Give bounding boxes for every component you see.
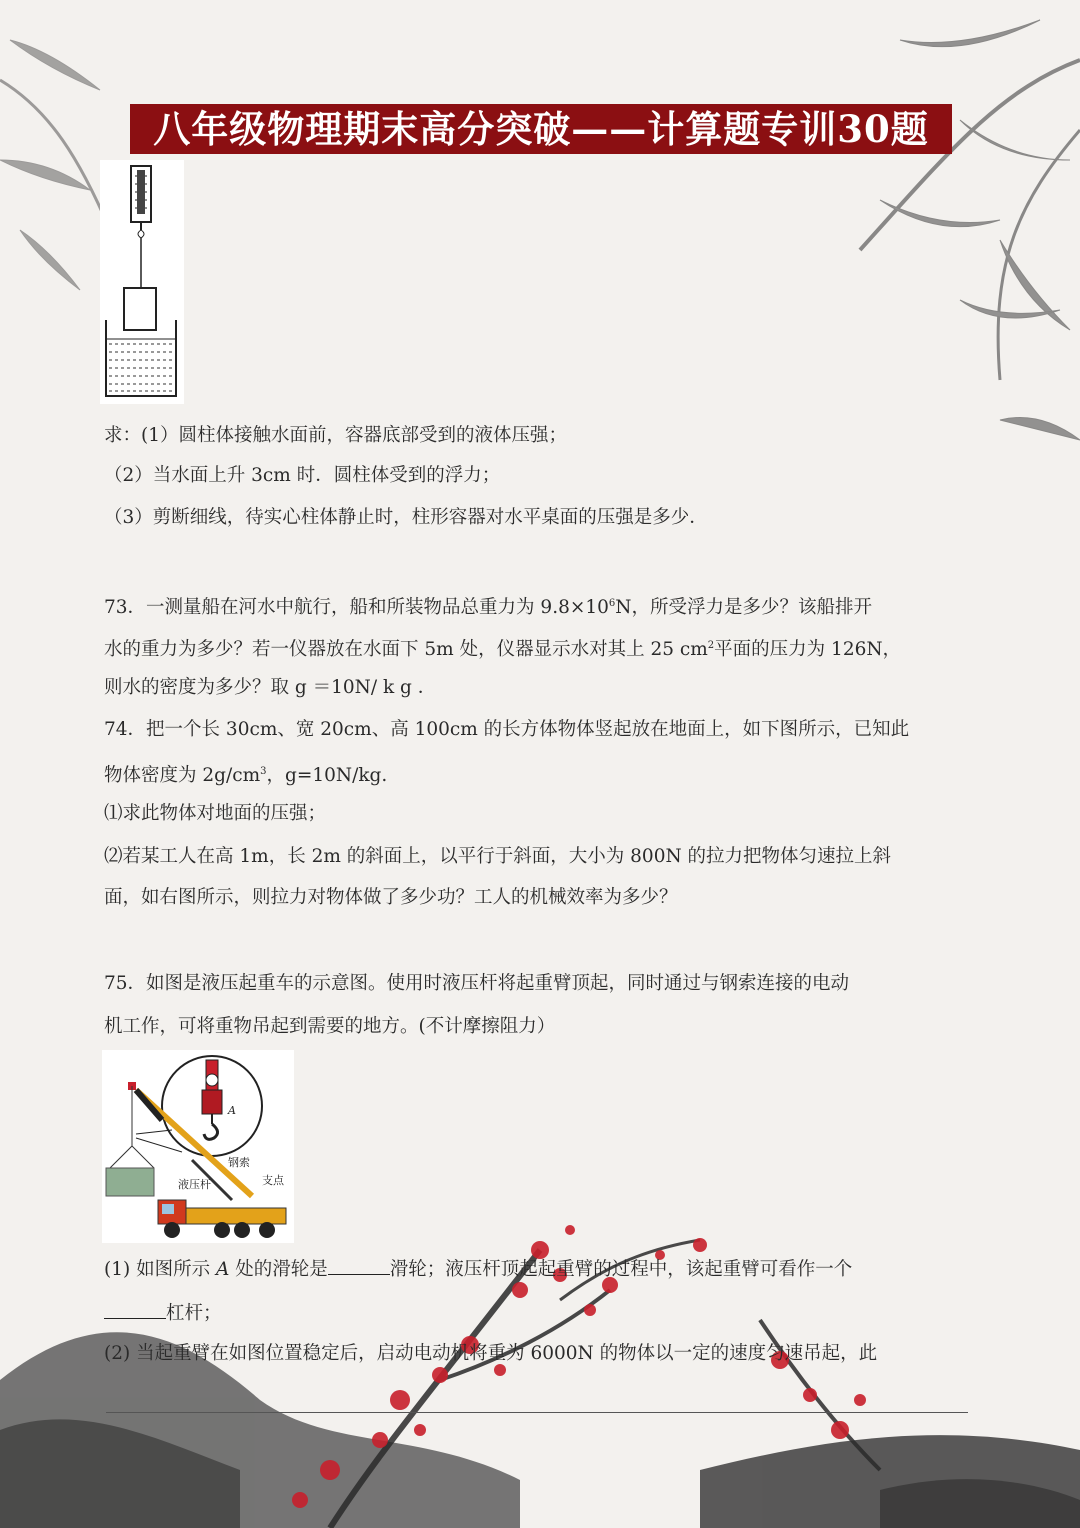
label-steel-cable: 钢索 — [228, 1156, 250, 1169]
q73-line3: 则水的密度为多少？取 g ＝10N/ k g ． — [104, 677, 437, 698]
q75-line2: 机工作，可将重物吊起到需要的地方。(不计摩擦阻力） — [104, 1016, 556, 1037]
q75-part1-line2: 杠杆； — [104, 1298, 222, 1328]
bamboo-left-icon — [0, 40, 110, 290]
label-fulcrum: 支点 — [262, 1174, 284, 1187]
q73-line2: 水的重力为多少？若一仪器放在水面下 5m 处，仪器显示水对其上 25 $cm^2$平面的压力为 126N， — [104, 639, 902, 661]
q75-line1: 75．如图是液压起重车的示意图。使用时液压杆将起重臂顶起，同时通过与钢索连接的电动 — [104, 973, 850, 994]
page-title: 八年级物理期末高分突破——计算题专训30题 — [130, 104, 952, 154]
figure-spring-scale-cylinder — [100, 160, 184, 404]
q72-part2: （2）当水面上升 3cm 时．圆柱体受到的浮力； — [104, 465, 501, 486]
q74-part2-line1: ⑵若某工人在高 1m，长 2m 的斜面上，以平行于斜面，大小为 800N 的拉力把物体匀速拉上斜 — [104, 846, 892, 867]
q74-part2-line2: 面，如右图所示，则拉力对物体做了多少功？工人的机械效率为多少？ — [104, 887, 678, 908]
q74-line1: 74．把一个长 30cm、宽 20cm、高 100cm 的长方体物体竖起放在地面上，如下图所示，已知此 — [104, 719, 910, 740]
label-a: A — [228, 1104, 236, 1117]
figure-hydraulic-crane — [102, 1050, 294, 1243]
q74-line2: 物体密度为 $2g/cm^3$，g=10N/kg. — [104, 765, 388, 787]
q74-part1: ⑴求此物体对地面的压强； — [104, 803, 327, 824]
bamboo-branch-icon — [860, 20, 1080, 440]
answer-blank-1[interactable] — [328, 1254, 390, 1275]
answer-line — [106, 1412, 968, 1413]
q72-ask: 求：(1）圆柱体接触水面前，容器底部受到的液体压强； — [104, 425, 567, 446]
answer-blank-2[interactable] — [104, 1298, 166, 1319]
q73-line1: 73．一测量船在河水中航行，船和所装物品总重力为 $9.8\times 10^6N$，所受浮力是多少？该船排开 — [104, 597, 872, 619]
label-hydraulic-rod: 液压杆 — [178, 1178, 211, 1191]
q72-part3: （3）剪断细线，待实心柱体静止时，柱形容器对水平桌面的压强是多少． — [104, 507, 708, 528]
q75-part1-line1: (1) 如图所示 A 处的滑轮是 滑轮；液压杆顶起起重臂的过程中，该起重臂可看作一个 — [104, 1254, 852, 1284]
q75-part2: (2) 当起重臂在如图位置稳定后，启动电动机将重为 6000N 的物体以一定的速度匀速吊起，此 — [104, 1343, 878, 1364]
